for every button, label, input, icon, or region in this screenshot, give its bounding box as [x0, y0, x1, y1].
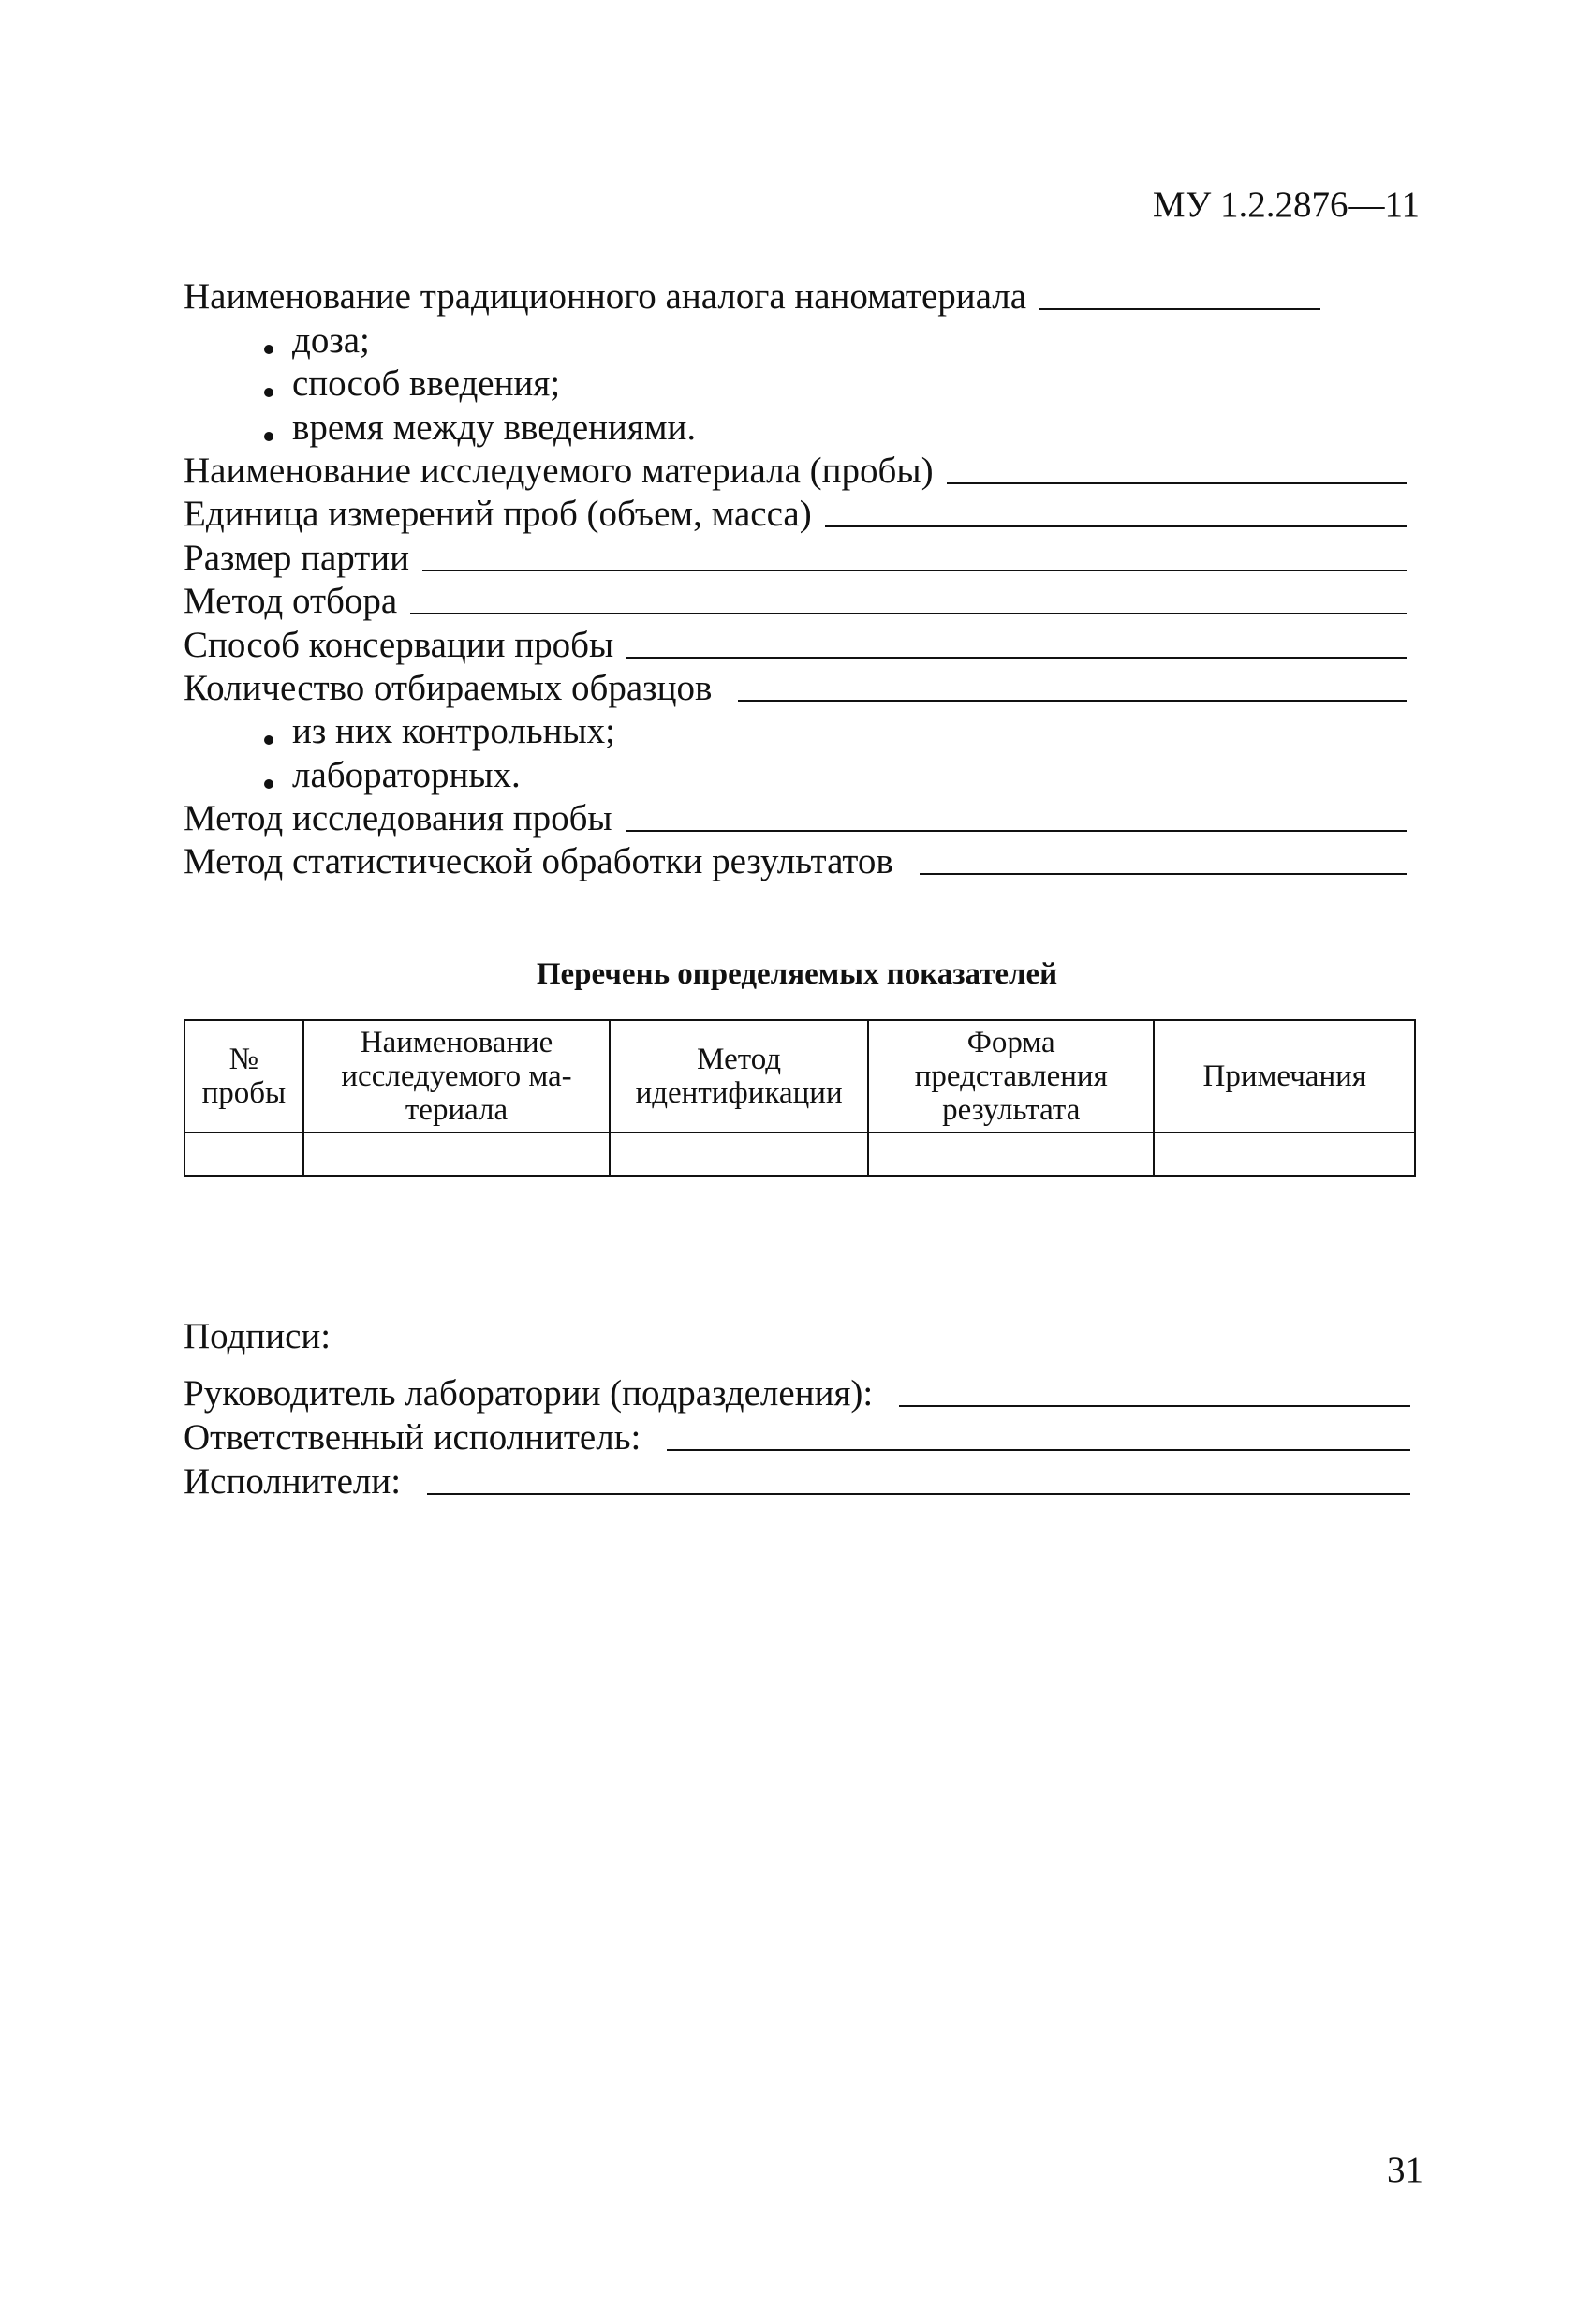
- material-row: [184, 450, 1407, 493]
- analog-label: Наименование традиционного аналога наноматериала: [184, 276, 1027, 318]
- head-signature-row: [184, 1371, 1410, 1415]
- unit-field[interactable]: [825, 525, 1407, 527]
- analog-field[interactable]: [1039, 308, 1320, 310]
- column-header-result-form: Форма представления результата: [868, 1020, 1155, 1132]
- indicators-table: [184, 1019, 1416, 1177]
- method-row: [184, 797, 1407, 840]
- table-title: Перечень определяемых показателей: [536, 957, 1058, 991]
- head-label: Руководитель лаборатории (подразделения):: [184, 1373, 874, 1414]
- bullet-text: лабораторных.: [292, 754, 521, 795]
- executors-signature-row: [184, 1459, 1410, 1503]
- sampling-field[interactable]: [410, 613, 1407, 614]
- list-item: [184, 363, 1407, 406]
- count-field[interactable]: [738, 700, 1407, 702]
- bullet-icon: [264, 735, 273, 745]
- bullet-text: доза;: [292, 319, 370, 361]
- signatures-section: [184, 1315, 1410, 1503]
- table-row: [184, 1132, 1415, 1176]
- analog-row: [184, 275, 1407, 318]
- list-item: [184, 318, 1407, 362]
- material-label: Наименование исследуемого материала (пробы): [184, 450, 934, 491]
- preservation-field[interactable]: [626, 657, 1407, 659]
- bullet-text: способ введения;: [292, 363, 561, 405]
- stats-label: Метод статистической обработки результатов: [184, 841, 893, 882]
- table-cell[interactable]: [184, 1132, 303, 1176]
- sampling-label: Метод отбора: [184, 581, 398, 622]
- table-cell[interactable]: [1154, 1132, 1415, 1176]
- preservation-row: [184, 623, 1407, 666]
- bullet-text: из них контрольных;: [292, 711, 616, 752]
- sample-form: [184, 275, 1407, 883]
- table-cell[interactable]: [303, 1132, 610, 1176]
- column-header-identification: Метод идентификации: [610, 1020, 868, 1132]
- method-field[interactable]: [626, 830, 1407, 832]
- column-header-notes: Примечания: [1154, 1020, 1415, 1132]
- responsible-signature-row: [184, 1415, 1410, 1459]
- list-item: [184, 710, 1407, 753]
- column-header-sample-no: № пробы: [184, 1020, 303, 1132]
- stats-row: [184, 840, 1407, 883]
- responsible-label: Ответственный исполнитель:: [184, 1417, 641, 1458]
- preservation-label: Способ консервации пробы: [184, 624, 614, 665]
- method-label: Метод исследования пробы: [184, 798, 612, 839]
- unit-row: [184, 493, 1407, 536]
- executors-signature-field[interactable]: [427, 1493, 1410, 1495]
- responsible-signature-field[interactable]: [667, 1449, 1410, 1451]
- table-header-row: [184, 1020, 1415, 1132]
- signatures-title: Подписи:: [184, 1316, 332, 1356]
- column-header-material: Наименование исследуемого ма-териала: [303, 1020, 610, 1132]
- executors-label: Исполнители:: [184, 1461, 402, 1502]
- bullet-text: время между введениями.: [292, 407, 697, 448]
- sampling-row: [184, 580, 1407, 623]
- head-signature-field[interactable]: [899, 1405, 1410, 1407]
- bullet-icon: [264, 779, 273, 789]
- bullet-icon: [264, 432, 273, 441]
- page-number: 31: [1387, 2150, 1423, 2190]
- count-row: [184, 667, 1407, 710]
- table-cell[interactable]: [868, 1132, 1155, 1176]
- bullet-icon: [264, 388, 273, 397]
- stats-field[interactable]: [920, 873, 1407, 875]
- batch-row: [184, 536, 1407, 579]
- material-field[interactable]: [947, 482, 1407, 484]
- bullet-icon: [264, 345, 273, 354]
- list-item: [184, 406, 1407, 449]
- list-item: [184, 753, 1407, 796]
- table-cell[interactable]: [610, 1132, 868, 1176]
- count-label: Количество отбираемых образцов: [184, 667, 713, 708]
- batch-label: Размер партии: [184, 537, 410, 578]
- unit-label: Единица измерений проб (объем, масса): [184, 494, 812, 535]
- document-code: МУ 1.2.2876—11: [1152, 185, 1420, 225]
- batch-field[interactable]: [422, 570, 1407, 571]
